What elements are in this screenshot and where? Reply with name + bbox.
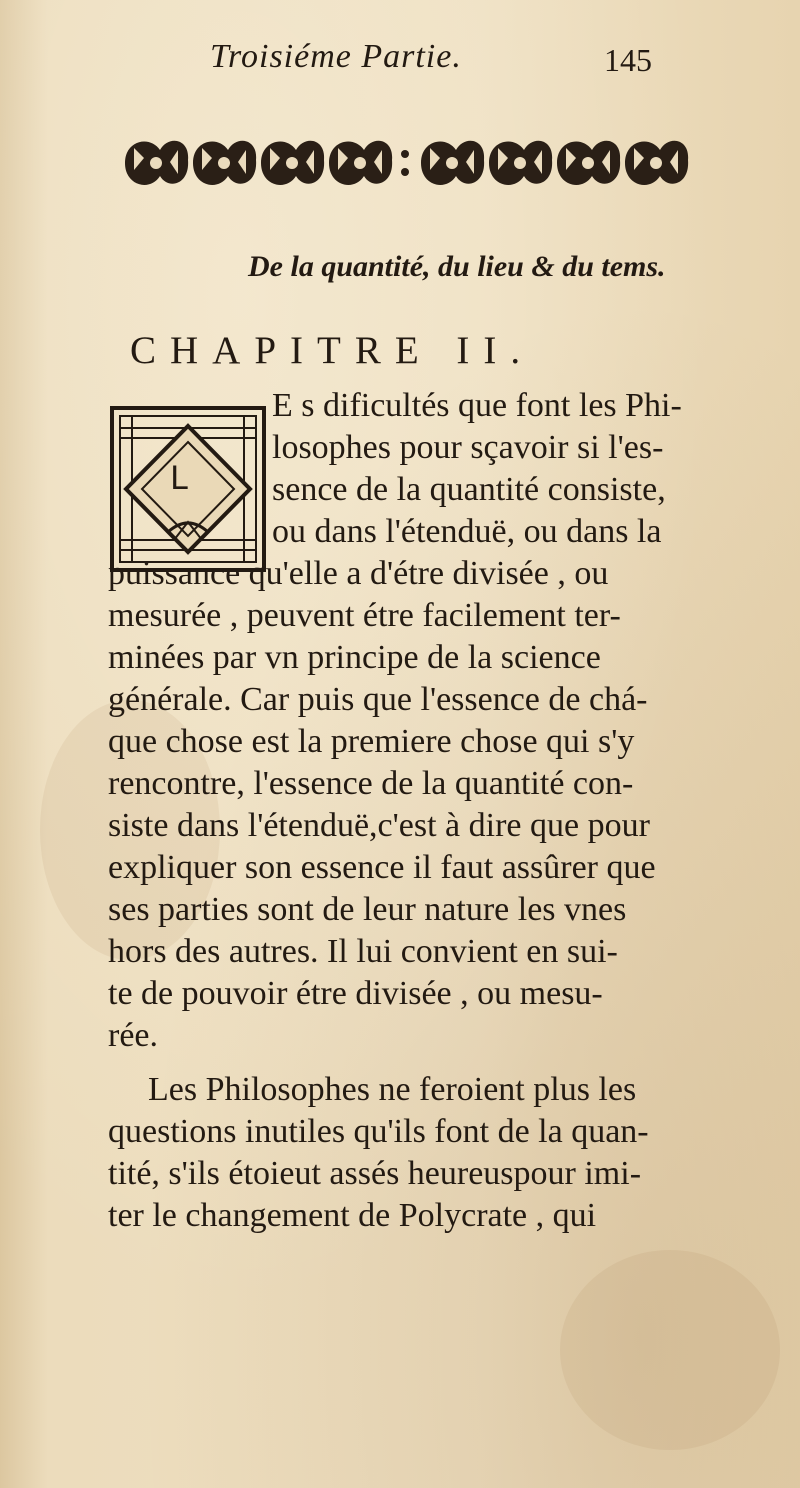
fleuron-band-icon (120, 130, 690, 196)
text-line: losophes pour sçavoir si l'es- (272, 429, 664, 466)
text-line: générale. Car puis que l'essence de chá- (108, 681, 648, 718)
text-line: tité, s'ils étoieut assés heureuspour imi- (108, 1155, 642, 1192)
ornamental-initial-frame-icon (108, 404, 268, 574)
text-line: Les Philosophes ne feroient plus les (148, 1071, 637, 1108)
text-line: te de pouvoir étre divisée , ou mesu- (108, 975, 603, 1012)
text-line: sence de la quantité consiste, (272, 471, 666, 508)
text-line: expliquer son essence il faut assûrer que (108, 849, 656, 886)
text-line: ses parties sont de leur nature les vnes (108, 891, 627, 928)
drop-cap (108, 404, 268, 574)
text-line: siste dans l'étenduë,c'est à dire que pour (108, 807, 650, 844)
drop-cap-letter: L (170, 459, 188, 497)
text-line: ou dans l'étenduë, ou dans la (272, 513, 662, 550)
running-title: Troisiéme Partie. (210, 38, 462, 75)
text-line: que chose est la premiere chose qui s'y (108, 723, 635, 760)
text-line: mesurée , peuvent étre facilement ter- (108, 597, 621, 634)
text-line: ter le changement de Polycrate , qui (108, 1197, 597, 1234)
paper-stain (560, 1250, 780, 1450)
text-line: rée. (108, 1017, 159, 1054)
chapter-heading: CHAPITRE II. (130, 329, 535, 372)
text-line: E s dificultés que font les Phi- (272, 387, 682, 424)
text-line: questions inutiles qu'ils font de la quan- (108, 1113, 649, 1150)
page-number: 145 (604, 42, 652, 78)
section-subtitle: De la quantité, du lieu & du tems. (248, 250, 666, 283)
text-line: rencontre, l'essence de la quantité con- (108, 765, 634, 802)
text-line: hors des autres. Il lui convient en sui- (108, 933, 618, 970)
text-line: minées par vn principe de la science (108, 639, 601, 676)
text-line: puissance qu'elle a d'étre divisée , ou (108, 555, 609, 592)
